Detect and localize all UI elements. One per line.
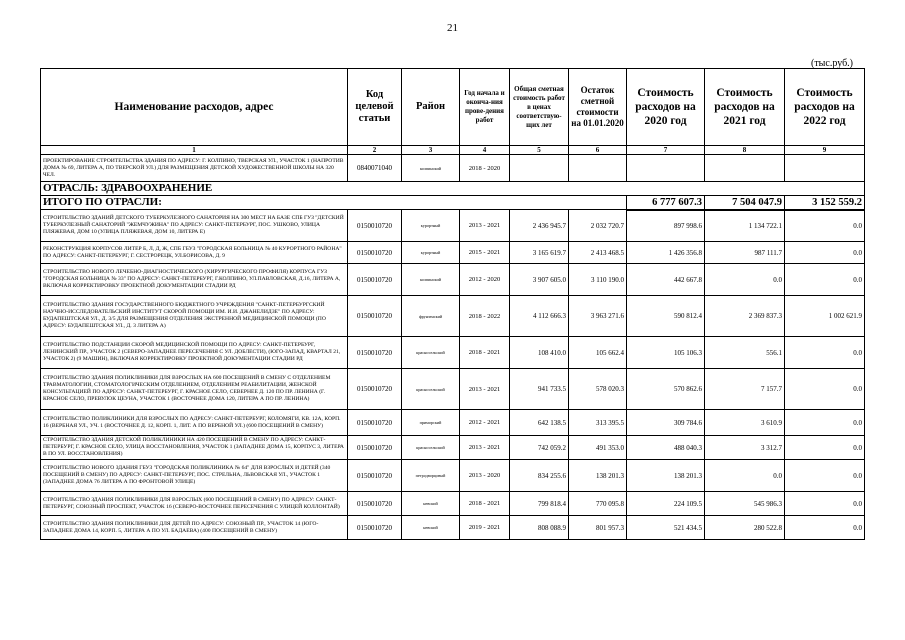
row-name: СТРОИТЕЛЬСТВО ЗДАНИЯ ПОЛИКЛИНИКИ ДЛЯ ВЗРОСЛЫХ (600 ПОСЕЩЕНИЙ В СМЕНУ) ПО АДРЕСУ: САНКТ-ПЕТЕРБУРГ, СОЮЗНЫЙ ПРОСПЕКТ, УЧАСТОК 16 (СЕВЕРО-ВОСТОЧНЕЕ ПЕРЕСЕЧЕНИЯ С УЛИЦЕЙ КОЛЛОНТАЙ) — [41, 492, 348, 516]
row-total-cost: 941 733.5 — [510, 369, 569, 410]
row-name: ПРОЕКТИРОВАНИЕ СТРОИТЕЛЬСТВА ЗДАНИЯ ПО АДРЕСУ: Г. КОЛПИНО, ТВЕРСКАЯ УЛ., УЧАСТОК 1 (НАПРОТИВ ДОМА № 69, ЛИТЕРА А, ПО ТВЕРСКОЙ УЛ.) ДЛЯ РАЗМЕЩЕНИЯ ДЕТСКОЙ ХУДОЖЕСТВЕННОЙ ШКОЛЫ НА 320 ЧЕЛ. — [41, 155, 348, 182]
row-district: курортный — [402, 210, 460, 242]
row-cost-2022: 0.0 — [785, 242, 865, 264]
row-remaining: 770 095.8 — [569, 492, 627, 516]
row-years: 2015 - 2021 — [460, 242, 510, 264]
row-remaining: 313 395.5 — [569, 410, 627, 436]
row-remaining: 491 353.0 — [569, 436, 627, 460]
row-name: РЕКОНСТРУКЦИЯ КОРПУСОВ ЛИТЕР Б, Л, Д, Ж, СПБ ГБУЗ "ГОРОДСКАЯ БОЛЬНИЦА № 40 КУРОРТНОГО РАЙОНА" ПО АДРЕСУ: САНКТ-ПЕТЕРБУРГ, Г. СЕСТРОРЕЦК, УЛ.БОРИСОВА, Д. 9 — [41, 242, 348, 264]
row-cost-2021: 0.0 — [705, 460, 785, 492]
total-row — [41, 196, 865, 210]
column-number-row — [41, 146, 865, 155]
row-name: СТРОИТЕЛЬСТВО НОВОГО ЛЕЧЕБНО-ДИАГНОСТИЧЕСКОГО (ХИРУРГИЧЕСКОГО ПРОФИЛЯ) КОРПУСА ГУЗ "ГОРОДСКАЯ БОЛЬНИЦА № 33" ПО АДРЕСУ: САНКТ-ПЕТЕРБУРГ, Г.КОЛПИНО, УЛ.ПАВЛОВСКАЯ, Д.16, ЛИТЕРА А, ВКЛЮЧАЯ КОРРЕКТИРОВКУ ПРОЕКТНОЙ ДОКУМЕНТАЦИИ СТАДИИ РД — [41, 264, 348, 296]
header-years: Год начала и оконча-ния прове-дения работ — [460, 69, 510, 146]
row-remaining: 105 662.4 — [569, 337, 627, 369]
header-district: Район — [402, 69, 460, 146]
row-district: красносельский — [402, 337, 460, 369]
column-number: 5 — [510, 146, 569, 155]
row-years: 2013 - 2021 — [460, 210, 510, 242]
header-cost-2022: Стоимость расходов на 2022 год — [785, 69, 865, 146]
unit-label: (тыс.руб.) — [810, 58, 853, 69]
total-2020: 6 777 607.3 — [627, 196, 705, 210]
row-total-cost: 808 088.9 — [510, 516, 569, 540]
row-code: 0150010720 — [348, 492, 402, 516]
row-remaining: 2 032 720.7 — [569, 210, 627, 242]
column-number: 9 — [785, 146, 865, 155]
row-years: 2013 - 2020 — [460, 460, 510, 492]
row-cost-2021: 1 134 722.1 — [705, 210, 785, 242]
row-district: колпинский — [402, 264, 460, 296]
row-cost-2022: 0.0 — [785, 460, 865, 492]
row-district: петродворцовый — [402, 460, 460, 492]
row-district: красносельский — [402, 436, 460, 460]
row-code: 0150010720 — [348, 337, 402, 369]
row-name: СТРОИТЕЛЬСТВО ЗДАНИЯ ГОСУДАРСТВЕННОГО БЮДЖЕТНОГО УЧРЕЖДЕНИЯ "САНКТ-ПЕТЕРБУРГСКИЙ НАУЧНО-ИССЛЕДОВАТЕЛЬСКИЙ ИНСТИТУТ СКОРОЙ ПОМОЩИ ИМ. И.И. ДЖАНЕЛИДЗЕ" ПО АДРЕСУ: БУДАПЕШТСКАЯ УЛ., Д. 3/5 ДЛЯ РАЗМЕЩЕНИЯ ОТДЕЛЕНИЯ ЭКСТРЕННОЙ МЕДИЦИНСКОЙ ПОМОЩИ (ПО АДРЕСУ: БУДАПЕШТСКАЯ УЛ., Д. 3 ЛИТЕРА А) — [41, 296, 348, 337]
row-cost-2022: 0.0 — [785, 337, 865, 369]
section-title: ОТРАСЛЬ: ЗДРАВООХРАНЕНИЕ — [41, 182, 865, 196]
table-row — [41, 337, 865, 369]
row-cost-2021: 0.0 — [705, 264, 785, 296]
total-2022: 3 152 559.2 — [785, 196, 865, 210]
row-cost-2020: 105 106.3 — [627, 337, 705, 369]
row-cost-2022: 0.0 — [785, 264, 865, 296]
table-row — [41, 410, 865, 436]
row-cost-2020: 897 998.6 — [627, 210, 705, 242]
row-district: фрунзенский — [402, 296, 460, 337]
row-remaining: 801 957.3 — [569, 516, 627, 540]
header-cost-2020: Стоимость расходов на 2020 год — [627, 69, 705, 146]
row-code: 0150010720 — [348, 436, 402, 460]
row-years: 2012 - 2021 — [460, 410, 510, 436]
row-district: невский — [402, 516, 460, 540]
header-row — [41, 69, 865, 146]
row-district: приморский — [402, 410, 460, 436]
row-cost-2020 — [627, 155, 705, 182]
column-number: 1 — [41, 146, 348, 155]
row-code: 0150010720 — [348, 296, 402, 337]
row-cost-2020: 138 201.3 — [627, 460, 705, 492]
header-code: Код целевой статьи — [348, 69, 402, 146]
column-number: 6 — [569, 146, 627, 155]
row-cost-2021: 987 111.7 — [705, 242, 785, 264]
row-cost-2021: 3 312.7 — [705, 436, 785, 460]
row-cost-2021: 3 610.9 — [705, 410, 785, 436]
row-cost-2021: 280 522.8 — [705, 516, 785, 540]
row-district: красносельский — [402, 369, 460, 410]
table-row — [41, 296, 865, 337]
row-remaining: 3 963 271.6 — [569, 296, 627, 337]
row-cost-2022: 0.0 — [785, 436, 865, 460]
page-number: 21 — [447, 22, 458, 34]
row-name: СТРОИТЕЛЬСТВО ЗДАНИЯ ПОЛИКЛИНИКИ ДЛЯ ВЗРОСЛЫХ НА 600 ПОСЕЩЕНИЙ В СМЕНУ С ОТДЕЛЕНИЕМ ТРАВМАТОЛОГИИ, СТОМАТОЛОГИЧЕСКИМ ОТДЕЛЕНИЕМ, ОТДЕЛЕНИЕМ РЕАБИЛИТАЦИИ, ЖЕНСКОЙ КОНСУЛЬТАЦИЕЙ ПО АДРЕСУ: САНКТ-ПЕТЕРБУРГ, Г. КРАСНОЕ СЕЛО, СЕВЕРНЕЕ Д. 120 ПО ПР. ЛЕНИНА (Г. КРАСНОЕ СЕЛО, ПРЕВУЛОК ЦЕУНА, УЧАСТОК 1 (ВОСТОЧНЕЕ ДОМА 120, ЛИТЕРА А ПО ПР. ЛЕНИНА) — [41, 369, 348, 410]
row-total-cost: 799 818.4 — [510, 492, 569, 516]
table-row — [41, 369, 865, 410]
row-total-cost: 642 138.5 — [510, 410, 569, 436]
total-label: ИТОГО ПО ОТРАСЛИ: — [41, 196, 627, 210]
total-2021: 7 504 047.9 — [705, 196, 785, 210]
row-cost-2021 — [705, 155, 785, 182]
table-row — [41, 436, 865, 460]
row-total-cost: 3 907 605.0 — [510, 264, 569, 296]
row-total-cost — [510, 155, 569, 182]
row-total-cost: 3 165 619.7 — [510, 242, 569, 264]
table-row — [41, 460, 865, 492]
row-cost-2020: 590 812.4 — [627, 296, 705, 337]
row-total-cost: 834 255.6 — [510, 460, 569, 492]
row-remaining: 138 201.3 — [569, 460, 627, 492]
row-cost-2022: 0.0 — [785, 210, 865, 242]
row-years: 2018 - 2021 — [460, 337, 510, 369]
table-row — [41, 242, 865, 264]
column-number: 8 — [705, 146, 785, 155]
row-remaining: 2 413 468.5 — [569, 242, 627, 264]
row-name: СТРОИТЕЛЬСТВО НОВОГО ЗДАНИЯ ГБУЗ "ГОРОДСКАЯ ПОЛИКЛИНИКА № 64" ДЛЯ ВЗРОСЛЫХ И ДЕТЕЙ (340 ПОСЕЩЕНИЙ В СМЕНУ) ПО АДРЕСУ: САНКТ-ПЕТЕРБУРГ, ПОС. СТРЕЛЬНА, ЛЬВОВСКАЯ УЛ., УЧАСТОК 1 (ЗАПАДНЕЕ ДОМА 76 ЛИТЕРА А ПО ФРОНТОВОЙ УЛИЦЕ) — [41, 460, 348, 492]
row-cost-2020: 442 667.8 — [627, 264, 705, 296]
row-total-cost: 4 112 666.3 — [510, 296, 569, 337]
row-name: СТРОИТЕЛЬСТВО ЗДАНИЯ ПОЛИКЛИНИКИ ДЛЯ ДЕТЕЙ ПО АДРЕСУ: СОЮЗНЫЙ ПР., УЧАСТОК 14 (ЮГО-ЗАПАДНЕЕ ДОМА 14, КОРП. 5, ЛИТЕРА А ПО УЛ. БАДАЕВА) (400 ПОСЕЩЕНИЙ В СМЕНУ) — [41, 516, 348, 540]
row-years: 2018 - 2021 — [460, 492, 510, 516]
row-cost-2022 — [785, 155, 865, 182]
row-code: 0150010720 — [348, 460, 402, 492]
row-name: СТРОИТЕЛЬСТВО ЗДАНИЯ ДЕТСКОЙ ПОЛИКЛИНИКИ НА 420 ПОСЕЩЕНИЙ В СМЕНУ ПО АДРЕСУ: САНКТ-ПЕТЕРБУРГ, Г. КРАСНОЕ СЕЛО, УЛИЦА ВОССТАНОВЛЕНИЯ, УЧАСТОК 1 (ЗАПАДНЕЕ ДОМА 15, КОРПУС 3, ЛИТЕРА В ПО УЛ. ВОССТАНОВЛЕНИЯ) — [41, 436, 348, 460]
row-code: 0150010720 — [348, 516, 402, 540]
row-cost-2022: 1 002 621.9 — [785, 296, 865, 337]
row-cost-2022: 0.0 — [785, 410, 865, 436]
row-remaining — [569, 155, 627, 182]
row-cost-2020: 224 109.5 — [627, 492, 705, 516]
row-years: 2012 - 2020 — [460, 264, 510, 296]
row-cost-2021: 2 369 837.3 — [705, 296, 785, 337]
section-row — [41, 182, 865, 196]
row-name: СТРОИТЕЛЬСТВО ЗДАНИЙ ДЕТСКОГО ТУБЕРКУЛЕЗНОГО САНАТОРИЯ НА 300 МЕСТ НА БАЗЕ СПБ ГУЗ "ДЕТСКИЙ ТУБЕРКУЛЕЗНЫЙ САНАТОРИЙ "ЖЕМЧУЖИНА" ПО АДРЕСУ: САНКТ-ПЕТЕРБУРГ, ПОС. УШКОВО, УЛИЦА ПЛЯЖЕВАЯ, ДОМ 10 (УЛИЦА ПЛЯЖЕВАЯ, ДОМ 10, ЛИТЕРА Е) — [41, 210, 348, 242]
column-number: 4 — [460, 146, 510, 155]
row-code: 0150010720 — [348, 210, 402, 242]
row-cost-2020: 488 040.3 — [627, 436, 705, 460]
row-code: 0150010720 — [348, 264, 402, 296]
column-number: 7 — [627, 146, 705, 155]
table-row — [41, 210, 865, 242]
column-number: 2 — [348, 146, 402, 155]
header-remaining: Остаток сметной стоимости на 01.01.2020 — [569, 69, 627, 146]
row-total-cost: 2 436 945.7 — [510, 210, 569, 242]
row-years: 2019 - 2021 — [460, 516, 510, 540]
row-district: колпинский — [402, 155, 460, 182]
row-cost-2022: 0.0 — [785, 516, 865, 540]
row-cost-2021: 556.1 — [705, 337, 785, 369]
row-code: 0840071040 — [348, 155, 402, 182]
row-total-cost: 108 410.0 — [510, 337, 569, 369]
table-row — [41, 155, 865, 182]
header-name: Наименование расходов, адрес — [41, 69, 348, 146]
budget-table — [40, 68, 865, 540]
row-code: 0150010720 — [348, 242, 402, 264]
row-remaining: 578 020.3 — [569, 369, 627, 410]
row-cost-2021: 7 157.7 — [705, 369, 785, 410]
header-cost-2021: Стоимость расходов на 2021 год — [705, 69, 785, 146]
row-years: 2013 - 2021 — [460, 436, 510, 460]
row-district: невский — [402, 492, 460, 516]
row-total-cost: 742 059.2 — [510, 436, 569, 460]
table-row — [41, 264, 865, 296]
table-row — [41, 516, 865, 540]
row-years: 2013 - 2021 — [460, 369, 510, 410]
row-code: 0150010720 — [348, 410, 402, 436]
row-cost-2020: 309 784.6 — [627, 410, 705, 436]
row-name: СТРОИТЕЛЬСТВО ПОЛИКЛИНИКИ ДЛЯ ВЗРОСЛЫХ ПО АДРЕСУ: САНКТ-ПЕТЕРБУРГ, КОЛОМЯГИ, КВ. 12А, КОРП. 16 (ВЕРБНАЯ УЛ., УЧ. 1 (ВОСТОЧНЕЕ Д. 12, КОРП. 1, ЛИТ. А ПО ВЕРБНОЙ УЛ.) (600 ПОСЕЩЕНИЙ В СМЕНУ) — [41, 410, 348, 436]
row-cost-2022: 0.0 — [785, 492, 865, 516]
row-name: СТРОИТЕЛЬСТВО ПОДСТАНЦИИ СКОРОЙ МЕДИЦИНСКОЙ ПОМОЩИ ПО АДРЕСУ: САНКТ-ПЕТЕРБУРГ, ЛЕНИНСКИЙ ПР., УЧАСТОК 2 (СЕВЕРО-ЗАПАДНЕЕ ПЕРЕСЕЧЕНИЯ С УЛ. ДОБЛЕСТИ), (ЮГО-ЗАПАД, КВАРТАЛ 21, УЧАСТОК 2) (9 МАШИН), ВКЛЮЧАЯ КОРРЕКТИРОВКУ ПРОЕКТНОЙ ДОКУМЕНТАЦИИ СТАДИИ РД — [41, 337, 348, 369]
row-district: курортный — [402, 242, 460, 264]
row-code: 0150010720 — [348, 369, 402, 410]
row-years: 2018 - 2020 — [460, 155, 510, 182]
row-years: 2018 - 2022 — [460, 296, 510, 337]
row-cost-2021: 545 986.3 — [705, 492, 785, 516]
header-total-cost: Общая сметная стоимость работ в ценах соответствую-щих лет — [510, 69, 569, 146]
row-cost-2020: 1 426 356.8 — [627, 242, 705, 264]
row-cost-2022: 0.0 — [785, 369, 865, 410]
row-cost-2020: 570 862.6 — [627, 369, 705, 410]
row-remaining: 3 110 190.0 — [569, 264, 627, 296]
table-row — [41, 492, 865, 516]
column-number: 3 — [402, 146, 460, 155]
row-cost-2020: 521 434.5 — [627, 516, 705, 540]
